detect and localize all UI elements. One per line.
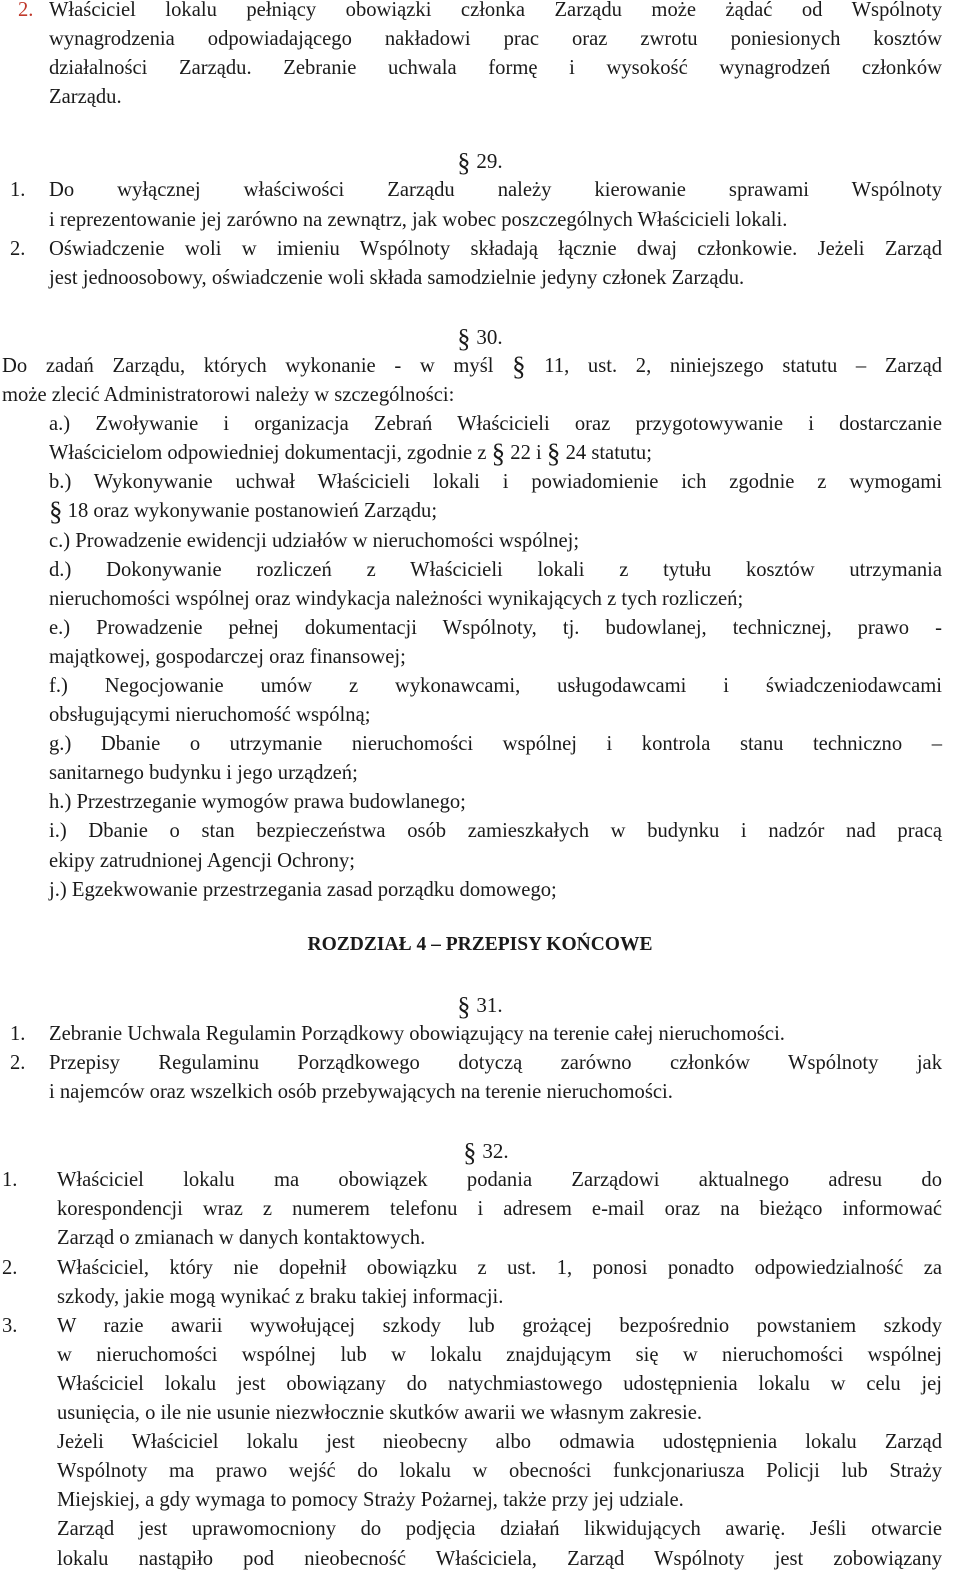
paragraph-line: j.) Egzekwowanie przestrzegania zasad porządku domowego; <box>49 878 557 901</box>
list-item <box>0 556 960 585</box>
paragraph-line <box>49 497 940 526</box>
paragraph-line: może zlecić Administratorowi należy w szczególności: <box>2 384 455 407</box>
paragraph-line-row <box>0 1370 960 1399</box>
paragraph-sign: § <box>49 496 63 527</box>
item-number: 1. <box>2 1169 18 1192</box>
paragraph-line-row <box>0 83 960 112</box>
item-number: 3. <box>2 1314 18 1337</box>
list-item <box>0 176 960 205</box>
section-heading <box>0 1137 960 1166</box>
section-heading <box>0 147 960 176</box>
paragraph-line: d.) Dokonywanie rozliczeń z Właścicieli lokali z tytułu kosztów utrzymania <box>49 558 942 581</box>
paragraph-line: obsługującymi nieruchomość wspólną; <box>49 704 371 727</box>
paragraph-line: wynagrodzenia odpowiadającego nakładowi prac oraz zwrotu poniesionych kosztów <box>49 28 942 51</box>
paragraph-sign: § <box>512 350 526 381</box>
paragraph-sign: § <box>457 323 471 353</box>
paragraph-line-row <box>0 847 960 876</box>
list-item <box>0 788 960 817</box>
paragraph-line: h.) Przestrzeganie wymogów prawa budowlanego; <box>49 791 466 814</box>
paragraph-line: majątkowej, gospodarczej oraz finansowej; <box>49 645 406 668</box>
paragraph-line: sanitarnego budynku i jego urządzeń; <box>49 762 358 785</box>
paragraph-line-row <box>0 352 960 381</box>
paragraph-line: lokalu nastąpiło pod nieobecność Właściciela, Zarząd Wspólnoty jest zobowiązany <box>57 1547 942 1570</box>
paragraph-line: usunięcia, o ile nie usunie niezwłocznie skutków awarii we własnym zakresie. <box>57 1402 703 1425</box>
paragraph-line: e.) Prowadzenie pełnej dokumentacji Wspólnoty, tj. budowlanej, technicznej, prawo - <box>49 616 942 639</box>
list-item <box>0 1254 960 1283</box>
list-item <box>0 0 960 25</box>
paragraph-line-row <box>0 1195 960 1224</box>
paragraph-line: Zarząd o zmianach w danych kontaktowych. <box>57 1227 426 1250</box>
list-item <box>0 468 960 497</box>
paragraph-line: Właściciel lokalu pełniący obowiązki członka Zarządu może żądać od Wspólnoty <box>49 0 942 21</box>
section-heading <box>0 323 960 352</box>
item-number: 2. <box>18 0 34 21</box>
list-item <box>0 817 960 846</box>
paragraph-line: Właściciel, który nie dopełnił obowiązku z ust. 1, ponosi ponadto odpowiedzialność za <box>57 1256 942 1279</box>
paragraph-line: w nieruchomości wspólnej lub w lokalu znajdującym się w nieruchomości wspólnej <box>57 1343 942 1366</box>
list-item <box>0 876 960 905</box>
list-item <box>0 410 960 439</box>
list-item <box>0 1312 960 1341</box>
paragraph-line: a.) Zwoływanie i organizacja Zebrań Właścicieli oraz przygotowywanie i dostarczanie <box>49 413 942 436</box>
paragraph-line: Wspólnoty ma prawo wejść do lokalu w obecności funkcjonariusza Policji lub Straży <box>57 1460 942 1483</box>
paragraph-line-row <box>0 25 960 54</box>
paragraph-line-row <box>0 206 960 235</box>
paragraph-line-row <box>0 643 960 672</box>
paragraph-line-row <box>0 701 960 730</box>
section-number: 30. <box>476 324 503 349</box>
paragraph-line: Zarządu. <box>49 86 122 109</box>
text-fragment: 24 statutu; <box>565 442 652 465</box>
paragraph-line-row <box>0 381 960 410</box>
item-number: 2. <box>2 1256 18 1279</box>
paragraph-line: Jeżeli Właściciel lokalu jest nieobecny albo odmawia udostępnienia lokalu Zarząd <box>57 1431 942 1454</box>
section-heading <box>0 991 960 1020</box>
list-item <box>0 1166 960 1195</box>
chapter-title: ROZDZIAŁ 4 – PRZEPISY KOŃCOWE <box>307 933 653 955</box>
paragraph-line <box>49 439 940 468</box>
list-item <box>0 1020 960 1049</box>
paragraph-line: Miejskiej, a gdy wymaga to pomocy Straży Pożarnej, także przy jej udziale. <box>57 1489 684 1512</box>
paragraph-line-row <box>0 1457 960 1486</box>
list-item <box>0 1049 960 1078</box>
paragraph-sign: § <box>546 438 561 469</box>
section-number: 29. <box>476 149 503 174</box>
paragraph-line: Oświadczenie woli w imieniu Wspólnoty składają łącznie dwaj członkowie. Jeżeli Zarząd <box>49 237 942 260</box>
paragraph-line: Zebranie Uchwala Regulamin Porządkowy obowiązujący na terenie całej nieruchomości. <box>49 1022 785 1045</box>
paragraph-line <box>2 352 942 381</box>
paragraph-line: c.) Prowadzenie ewidencji udziałów w nieruchomości wspólnej; <box>49 529 580 552</box>
paragraph-line: szkody, jakie mogą wynikać z braku takiej informacji. <box>57 1285 504 1308</box>
paragraph-line-row <box>0 1428 960 1457</box>
paragraph-line-row <box>0 759 960 788</box>
text-fragment: Do zadań Zarządu, których wykonanie - w myśl <box>2 354 494 377</box>
list-item <box>0 672 960 701</box>
paragraph-line-row <box>0 585 960 614</box>
paragraph-line-row <box>0 1399 960 1428</box>
paragraph-line: ekipy zatrudnionej Agencji Ochrony; <box>49 849 355 872</box>
paragraph-line-row <box>0 1545 960 1574</box>
text-fragment: 11, ust. 2, niniejszego statutu – Zarząd <box>544 354 943 377</box>
paragraph-sign: § <box>463 1138 477 1168</box>
paragraph-line: Do wyłącznej właściwości Zarządu należy kierowanie sprawami Wspólnoty <box>49 179 942 202</box>
paragraph-line: jest jednoosobowy, oświadczenie woli składa samodzielnie jedyny członek Zarządu. <box>49 266 745 289</box>
paragraph-line-row <box>0 1486 960 1515</box>
section-number: 31. <box>476 992 503 1017</box>
paragraph-line: g.) Dbanie o utrzymanie nieruchomości wspólnej i kontrola stanu techniczno – <box>49 733 942 756</box>
paragraph-line: nieruchomości wspólnej oraz windykacja należności wynikających z tych rozliczeń; <box>49 587 744 610</box>
paragraph-line: i najemców oraz wszelkich osób przebywających na terenie nieruchomości. <box>49 1081 673 1104</box>
paragraph-line: i reprezentowanie jej zarówno na zewnątrz, jak wobec poszczególnych Właścicieli lokali. <box>49 208 788 231</box>
paragraph-sign: § <box>491 438 506 469</box>
list-item <box>0 527 960 556</box>
item-number: 2. <box>10 237 26 260</box>
paragraph-line-row <box>0 1341 960 1370</box>
paragraph-sign: § <box>457 991 471 1021</box>
paragraph-line-row <box>0 1078 960 1107</box>
paragraph-line: Przepisy Regulaminu Porządkowego dotyczą zarówno członków Wspólnoty jak <box>49 1052 942 1074</box>
item-number: 1. <box>10 179 26 202</box>
paragraph-line: Zarząd jest uprawomocniony do podjęcia działań likwidujących awarię. Jeśli otwarcie <box>57 1518 942 1541</box>
paragraph-line: b.) Wykonywanie uchwał Właścicieli lokali i powiadomienie ich zgodnie z wymogami <box>49 471 942 494</box>
paragraph-line: Właściciel lokalu jest obowiązany do natychmiastowego udostępnienia lokalu w celu jej <box>57 1372 942 1395</box>
paragraph-line: Właściciel lokalu ma obowiązek podania Zarządowi aktualnego adresu do <box>57 1169 942 1192</box>
list-item <box>0 235 960 264</box>
section-number: 32. <box>482 1139 509 1164</box>
paragraph-line-row <box>0 1515 960 1544</box>
item-number: 2. <box>10 1052 26 1074</box>
chapter-heading <box>0 930 960 959</box>
list-item <box>0 614 960 643</box>
paragraph-line-row <box>0 264 960 293</box>
paragraph-line-row <box>0 54 960 83</box>
paragraph-sign: § <box>457 148 471 178</box>
text-fragment: 22 i <box>510 442 542 465</box>
paragraph-line: f.) Negocjowanie umów z wykonawcami, usługodawcami i świadczeniodawcami <box>49 674 942 697</box>
paragraph-line: korespondencji wraz z numerem telefonu i adresem e-mail oraz na bieżąco informować <box>57 1198 942 1221</box>
text-fragment: Właścicielom odpowiedniej dokumentacji, zgodnie z <box>49 442 487 465</box>
paragraph-line-row <box>0 1224 960 1253</box>
paragraph-line: W razie awarii wywołującej szkody lub grożącej bezpośrednio powstaniem szkody <box>57 1314 942 1337</box>
paragraph-line-row <box>0 439 960 468</box>
paragraph-line: i.) Dbanie o stan bezpieczeństwa osób zamieszkałych w budynku i nadzór nad pracą <box>49 820 942 843</box>
item-number: 1. <box>10 1022 26 1045</box>
paragraph-line: działalności Zarządu. Zebranie uchwala formę i wysokość wynagrodzeń członków <box>49 57 942 80</box>
list-item <box>0 730 960 759</box>
paragraph-line-row <box>0 1283 960 1312</box>
paragraph-line-row <box>0 497 960 526</box>
text-fragment: 18 oraz wykonywanie postanowień Zarządu; <box>67 500 438 523</box>
